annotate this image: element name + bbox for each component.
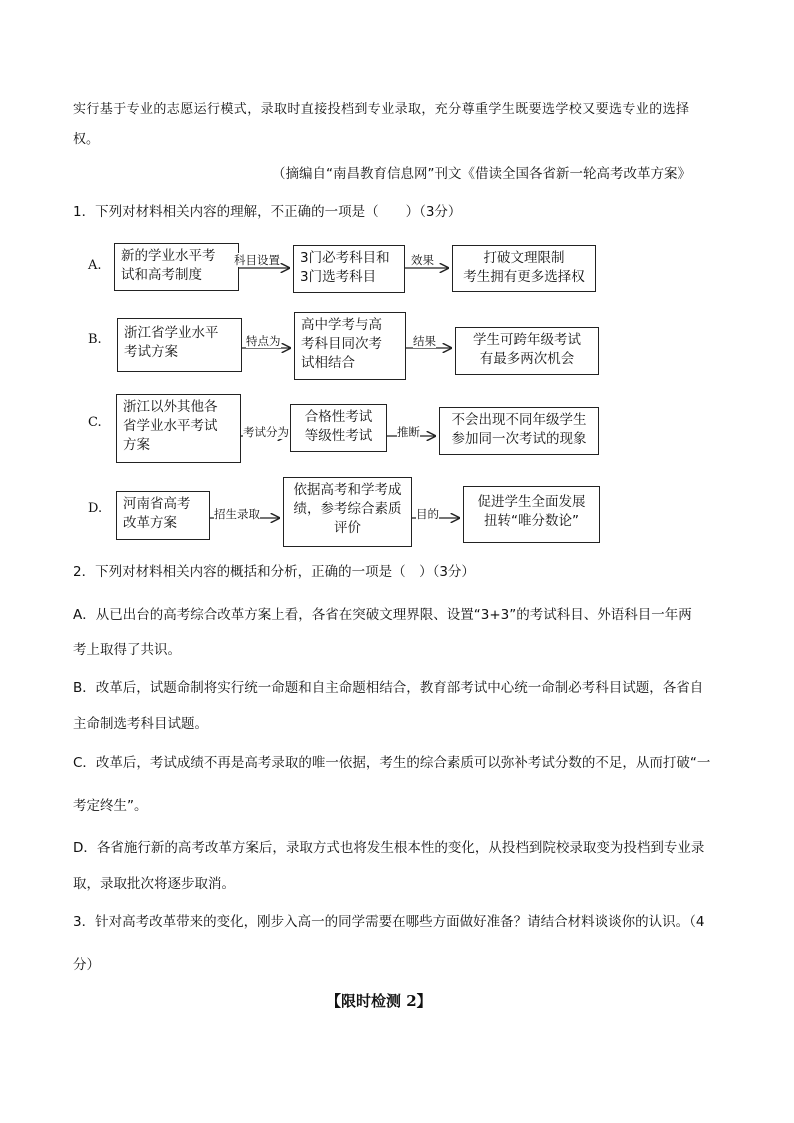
- option-a-box-2-line: 3门选考科目: [300, 269, 377, 285]
- q3-stem-line-2: 分）: [73, 957, 100, 973]
- option-d-box-3-line: 扭转“唯分数论”: [484, 513, 579, 529]
- q2-option-a-line-2: 考上取得了共识。: [73, 642, 181, 658]
- option-d-box-2-line: 评价: [334, 520, 361, 536]
- option-d-box-3-line: 促进学生全面发展: [477, 494, 586, 510]
- option-c-box-2-line: 合格性考试: [304, 409, 373, 425]
- option-d-box-2-line: 绩，参考综合素质: [293, 501, 402, 517]
- q2-option-a-line-1: A．从已出台的高考综合改革方案上看，各省在突破文理界限、设置“3+3”的考试科目、外语科目一年两: [73, 607, 692, 623]
- option-d-box-3: [463, 486, 600, 543]
- option-c-box-2-line: 等级性考试: [304, 428, 373, 444]
- option-a-letter: A.: [88, 258, 102, 273]
- option-a-box-1: [114, 243, 239, 291]
- option-c-label-2: 推断: [397, 425, 420, 439]
- option-b-label-2: 结果: [413, 334, 436, 348]
- option-c-box-3: [439, 407, 599, 455]
- option-a-label-2: 效果: [411, 253, 434, 267]
- option-a-box-3-line: 考生拥有更多选择权: [463, 269, 585, 285]
- intro-line-1: 实行基于专业的志愿运行模式，录取时直接投档到专业录取，充分尊重学生既要选学校又要选专业的选择: [73, 102, 690, 117]
- q2-option-d-line-2: 取，录取批次将逐步取消。: [73, 876, 235, 892]
- option-d-box-1: [116, 491, 210, 540]
- option-c-box-3-line: 不会出现不同年级学生: [451, 412, 587, 428]
- option-c-box-1-line: 方案: [123, 437, 150, 453]
- option-b-box-1: [117, 318, 242, 372]
- q2-option-b-line-1: B．改革后，试题命制将实行统一命题和自主命题相结合，教育部考试中心统一命制必考科目试题，各省自: [73, 680, 704, 696]
- option-b-box-1-line: 浙江省学业水平: [124, 325, 219, 341]
- option-d-box-1-line: 改革方案: [123, 515, 177, 531]
- source-citation: （摘编自“南昌教育信息网”刊文《借读全国各省新一轮高考改革方案》: [272, 166, 691, 182]
- q1-stem: 1．下列对材料相关内容的理解，不正确的一项是（ ）（3分）: [73, 204, 462, 220]
- option-d-box-1-line: 河南省高考: [123, 496, 191, 512]
- option-c-box-2: [290, 404, 387, 452]
- intro-line-2: 权。: [73, 132, 100, 147]
- option-c-box-1: [116, 394, 241, 463]
- option-b-box-1-line: 考试方案: [124, 344, 178, 360]
- option-d-letter: D.: [88, 501, 103, 516]
- option-c-letter: C.: [88, 415, 102, 430]
- option-b-box-3-line: 学生可跨年级考试: [473, 332, 581, 348]
- q2-option-b-line-2: 主命制选考科目试题。: [73, 716, 208, 732]
- option-b-box-3-line: 有最多两次机会: [479, 351, 575, 367]
- option-d-label-2: 目的: [416, 507, 439, 521]
- option-b-letter: B.: [88, 332, 102, 347]
- section-title: 【限时检测 2】: [326, 992, 432, 1010]
- option-b-label-1: 特点为: [246, 334, 281, 348]
- option-b-box-2: [294, 312, 406, 380]
- option-b-box-2-line: 高中学考与高: [301, 317, 382, 333]
- q2-option-c-line-2: 考定终生”。: [73, 798, 148, 814]
- option-a-box-3: [452, 245, 596, 292]
- option-a-box-3-line: 打破文理限制: [483, 250, 565, 266]
- option-d-box-2: [283, 477, 412, 547]
- option-a-box-2-line: 3门必考科目和: [300, 250, 390, 266]
- option-d-box-2-line: 依据高考和学考成: [293, 482, 402, 498]
- option-a-box-2: [293, 245, 405, 293]
- option-b-box-2-line: 考科目同次考: [301, 336, 382, 352]
- q2-option-c-line-1: C．改革后，考试成绩不再是高考录取的唯一依据，考生的综合素质可以弥补考试分数的不足，从而打破“一: [73, 755, 711, 771]
- option-c-box-1-line: 浙江以外其他各: [123, 399, 218, 415]
- option-d-label-1: 招生录取: [214, 507, 260, 521]
- option-c-box-3-line: 参加同一次考试的现象: [451, 431, 587, 447]
- q2-option-d-line-1: D．各省施行新的高考改革方案后，录取方式也将发生根本性的变化，从投档到院校录取变为投档到专业录: [73, 840, 705, 856]
- q2-stem: 2．下列对材料相关内容的概括和分析，正确的一项是（ ）（3分）: [73, 564, 475, 580]
- option-b-box-3: [455, 327, 599, 375]
- q3-stem-line-1: 3．针对高考改革带来的变化，刚步入高一的同学需要在哪些方面做好准备？请结合材料谈谈你的认识。（4: [73, 914, 705, 930]
- option-b-box-2-line: 试相结合: [301, 355, 355, 371]
- option-c-box-1-line: 省学业水平考试: [123, 418, 218, 434]
- option-a-box-1-line: 新的学业水平考: [121, 248, 216, 264]
- option-a-label-1: 科目设置: [234, 253, 280, 267]
- option-a-box-1-line: 试和高考制度: [121, 267, 202, 283]
- option-c-label-1: 考试分为: [243, 425, 289, 439]
